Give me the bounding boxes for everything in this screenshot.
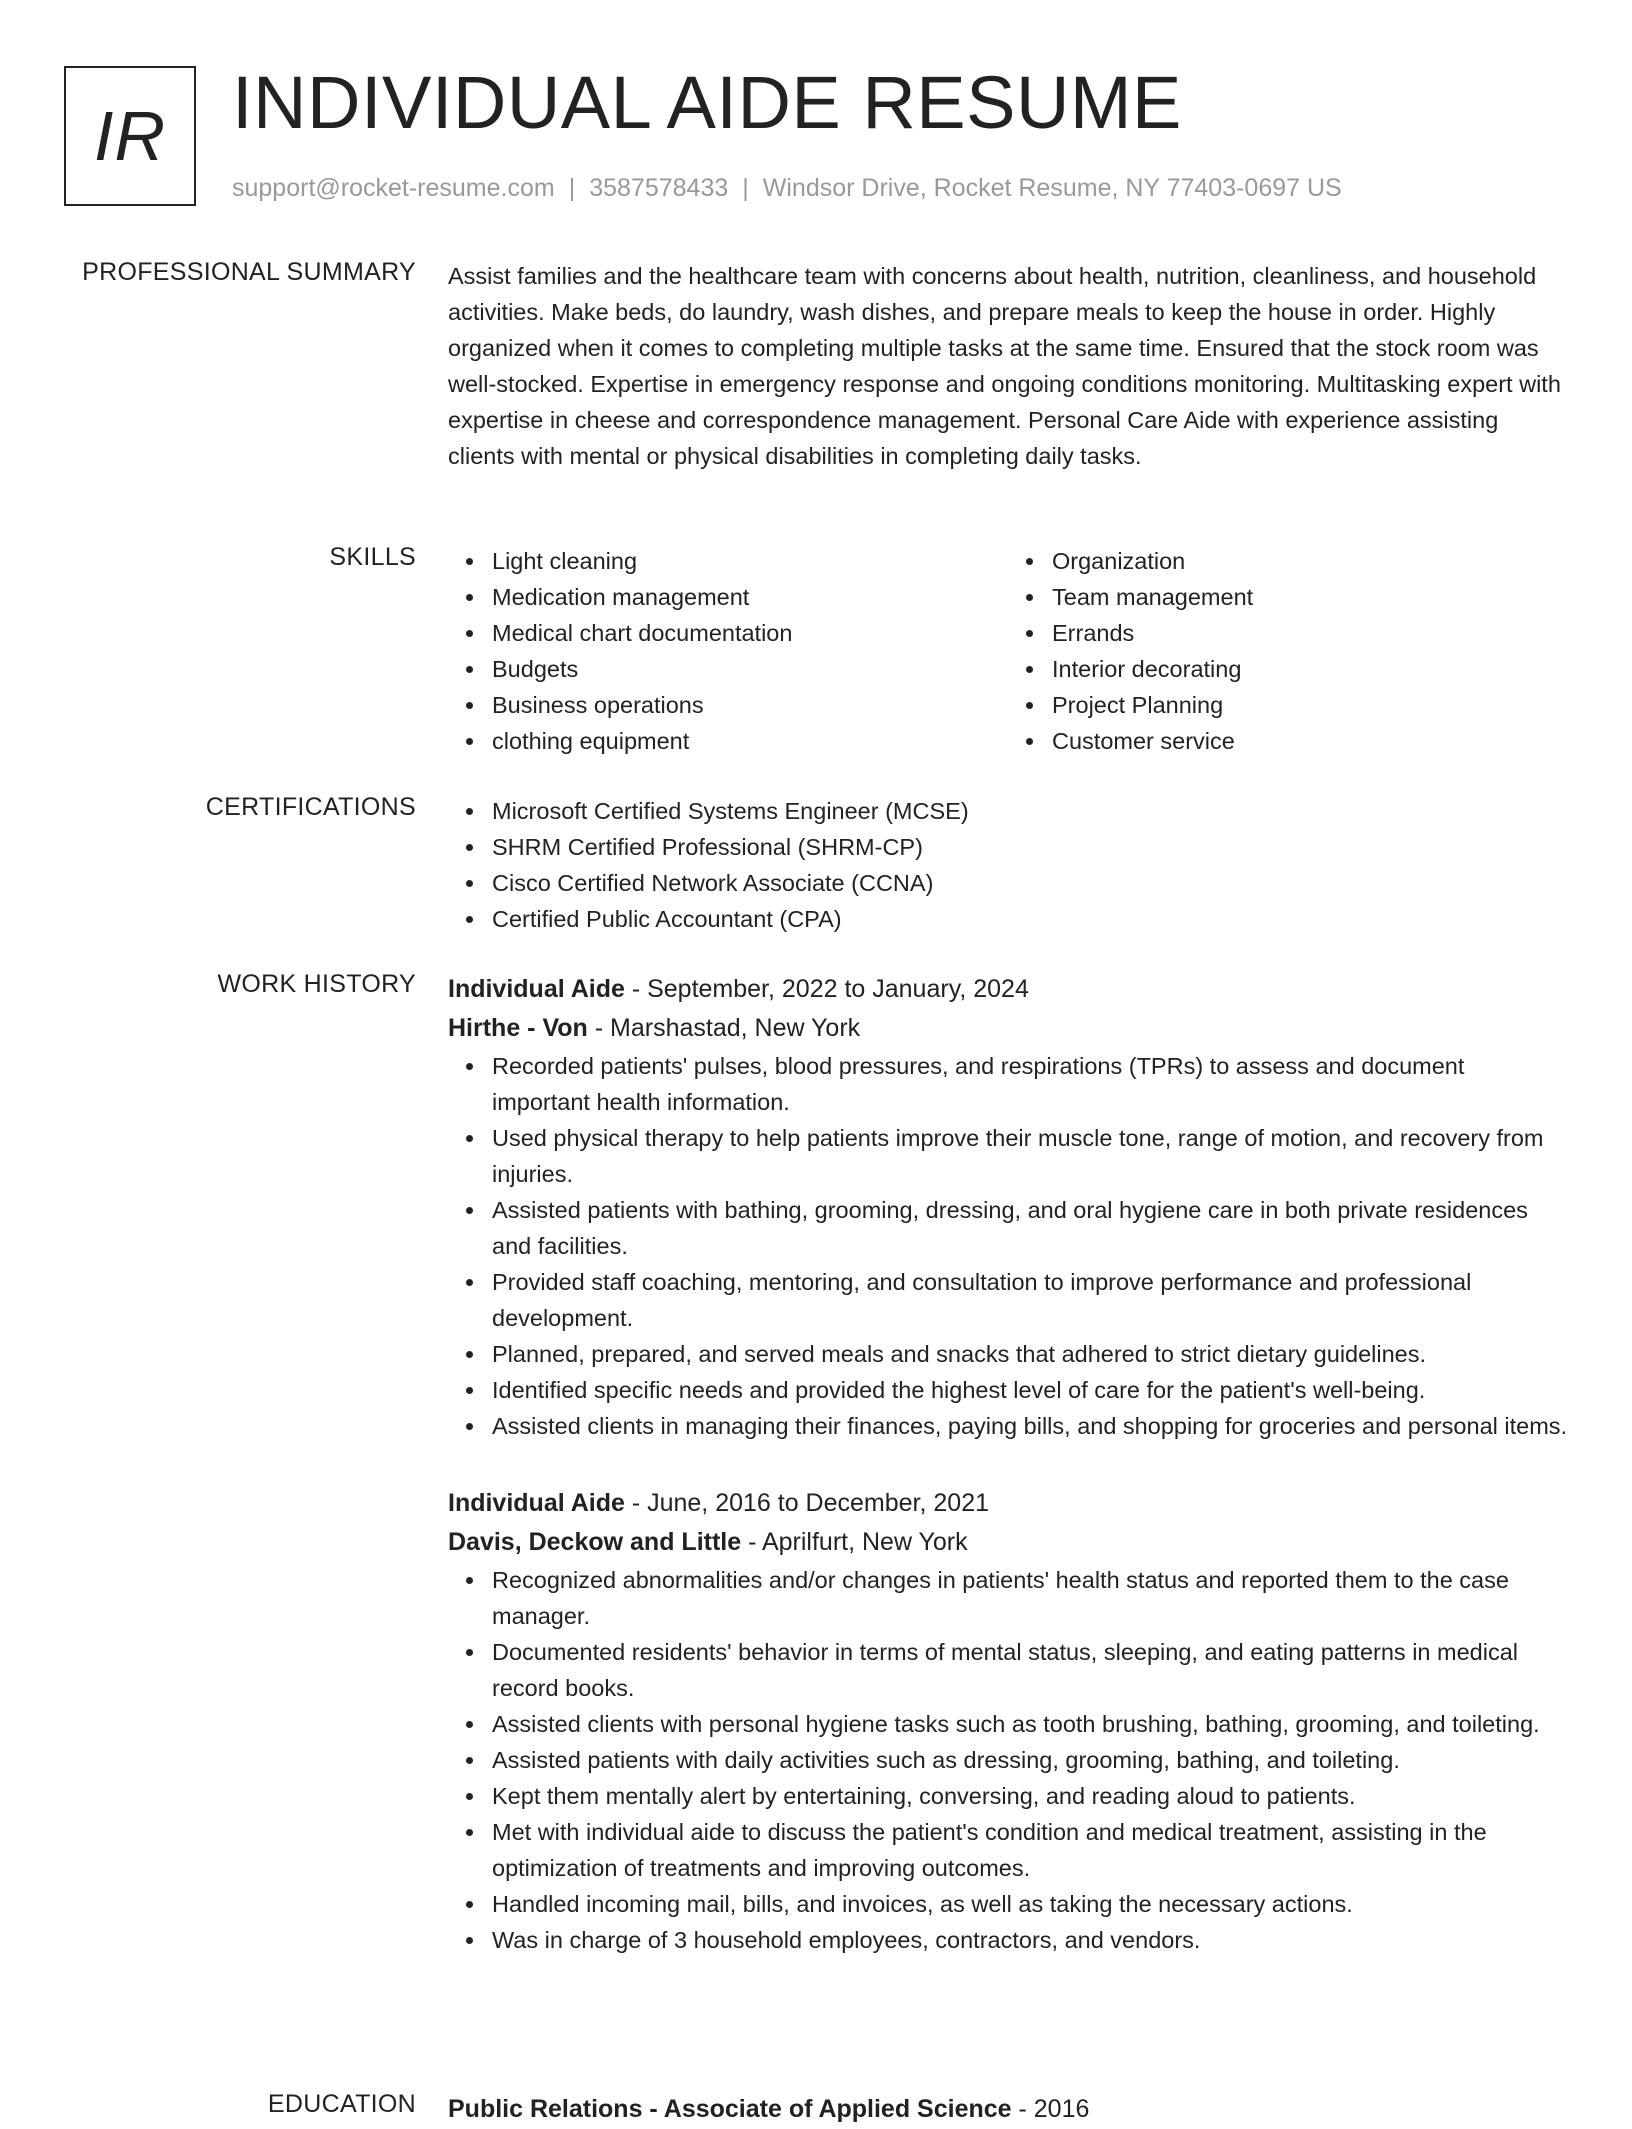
job-title-line <box>448 1484 1568 1523</box>
job-duty: Was in charge of 3 household employees, contractors, and vendors. <box>492 1922 1568 1958</box>
resume-header <box>64 61 1564 216</box>
contact-email: support@rocket-resume.com <box>232 174 555 202</box>
summary-text: Assist families and the healthcare team with concerns about health, nutrition, cleanliness, and household activities. Make beds, do laundry, wash dishes, and prepare meals to keep the house in order. Highly organized when it comes to completing multiple tasks at the same time. Ensured that the stock room was well-stocked. Expertise in emergency response and ongoing conditions monitoring. Multitasking expert with expertise in cheese and correspondence management. Personal Care Aide with experience assisting clients with mental or physical disabilities in completing daily tasks. <box>448 263 1561 469</box>
job-duty: Recognized abnormalities and/or changes in patients' health status and reported them to the case manager. <box>492 1562 1568 1634</box>
job-title: Individual Aide <box>448 1489 625 1517</box>
skill-item: Medical chart documentation <box>492 615 1008 651</box>
monogram-logo: IR <box>64 66 196 206</box>
contact-address: Windsor Drive, Rocket Resume, NY 77403-0697 US <box>762 174 1342 202</box>
skill-item: clothing equipment <box>492 723 1008 759</box>
job-duties-list <box>448 1562 1568 1958</box>
skill-item: Business operations <box>492 687 1008 723</box>
job-company-line <box>448 1523 1568 1562</box>
contact-separator: | <box>568 174 576 202</box>
section-label-certifications: CERTIFICATIONS <box>205 793 416 821</box>
job-duty: Recorded patients' pulses, blood pressures, and respirations (TPRs) to assess and document important health information. <box>492 1048 1568 1120</box>
skill-item: Organization <box>1052 543 1568 579</box>
work-history-body <box>448 970 1568 1958</box>
job-duty: Assisted clients in managing their finances, paying bills, and shopping for groceries and personal items. <box>492 1408 1568 1444</box>
section-label-education: EDUCATION <box>267 2090 416 2118</box>
certification-item: Certified Public Accountant (CPA) <box>492 901 1568 937</box>
job-duty: Planned, prepared, and served meals and snacks that adhered to strict dietary guidelines. <box>492 1336 1568 1372</box>
job-duty: Identified specific needs and provided the highest level of care for the patient's well-being. <box>492 1372 1568 1408</box>
job-company: Davis, Deckow and Little <box>448 1528 742 1556</box>
certifications-body <box>448 793 1568 937</box>
job-duty: Met with individual aide to discuss the patient's condition and medical treatment, assisting in the optimization of treatments and improving outcomes. <box>492 1814 1568 1886</box>
skills-list-right <box>1008 543 1568 759</box>
skills-grid <box>448 543 1568 759</box>
job-duty: Provided staff coaching, mentoring, and consultation to improve performance and professional development. <box>492 1264 1568 1336</box>
job-duty: Handled incoming mail, bills, and invoices, as well as taking the necessary actions. <box>492 1886 1568 1922</box>
job-company: Hirthe - Von <box>448 1014 588 1042</box>
job-location: - Marshastad, New York <box>587 1014 861 1042</box>
certifications-list <box>448 793 1568 937</box>
skill-item: Interior decorating <box>1052 651 1568 687</box>
summary-body <box>448 258 1568 474</box>
job-dates: - June, 2016 to December, 2021 <box>624 1489 989 1517</box>
job-title-line <box>448 970 1568 1009</box>
skill-item: Medication management <box>492 579 1008 615</box>
job-entry <box>448 970 1568 1444</box>
job-duty: Kept them mentally alert by entertaining, conversing, and reading aloud to patients. <box>492 1778 1568 1814</box>
skill-item: Errands <box>1052 615 1568 651</box>
certification-item: Microsoft Certified Systems Engineer (MCSE) <box>492 793 1568 829</box>
section-label-skills: SKILLS <box>329 543 416 571</box>
contact-line <box>232 174 1342 203</box>
skill-item: Light cleaning <box>492 543 1008 579</box>
certification-item: Cisco Certified Network Associate (CCNA) <box>492 865 1568 901</box>
skills-list-left <box>448 543 1008 759</box>
contact-phone: 3587578433 <box>589 174 729 202</box>
job-location: - Aprilfurt, New York <box>741 1528 968 1556</box>
education-degree: Public Relations - Associate of Applied Science <box>448 2095 1012 2123</box>
job-dates: - September, 2022 to January, 2024 <box>624 975 1029 1003</box>
education-year: - 2016 <box>1011 2095 1090 2123</box>
job-title: Individual Aide <box>448 975 625 1003</box>
job-duty: Documented residents' behavior in terms of mental status, sleeping, and eating patterns in medical record books. <box>492 1634 1568 1706</box>
job-company-line <box>448 1009 1568 1048</box>
job-entry <box>448 1484 1568 1958</box>
resume-title: INDIVIDUAL AIDE RESUME <box>232 61 1182 144</box>
skill-item: Project Planning <box>1052 687 1568 723</box>
job-duty: Assisted patients with daily activities such as dressing, grooming, bathing, and toileting. <box>492 1742 1568 1778</box>
skill-item: Budgets <box>492 651 1008 687</box>
section-label-summary: PROFESSIONAL SUMMARY <box>82 258 416 286</box>
contact-separator: | <box>742 174 749 202</box>
education-body <box>448 2090 1568 2129</box>
job-duties-list <box>448 1048 1568 1444</box>
skill-item: Customer service <box>1052 723 1568 759</box>
section-label-work-history: WORK HISTORY <box>217 970 416 998</box>
job-duty: Used physical therapy to help patients improve their muscle tone, range of motion, and recovery from injuries. <box>492 1120 1568 1192</box>
skill-item: Team management <box>1052 579 1568 615</box>
education-line <box>448 2090 1568 2129</box>
job-duty: Assisted clients with personal hygiene tasks such as tooth brushing, bathing, grooming, and toileting. <box>492 1706 1568 1742</box>
skills-body <box>448 543 1568 759</box>
job-duty: Assisted patients with bathing, grooming, dressing, and oral hygiene care in both private residences and facilities. <box>492 1192 1568 1264</box>
title-block <box>232 61 1342 203</box>
certification-item: SHRM Certified Professional (SHRM-CP) <box>492 829 1568 865</box>
